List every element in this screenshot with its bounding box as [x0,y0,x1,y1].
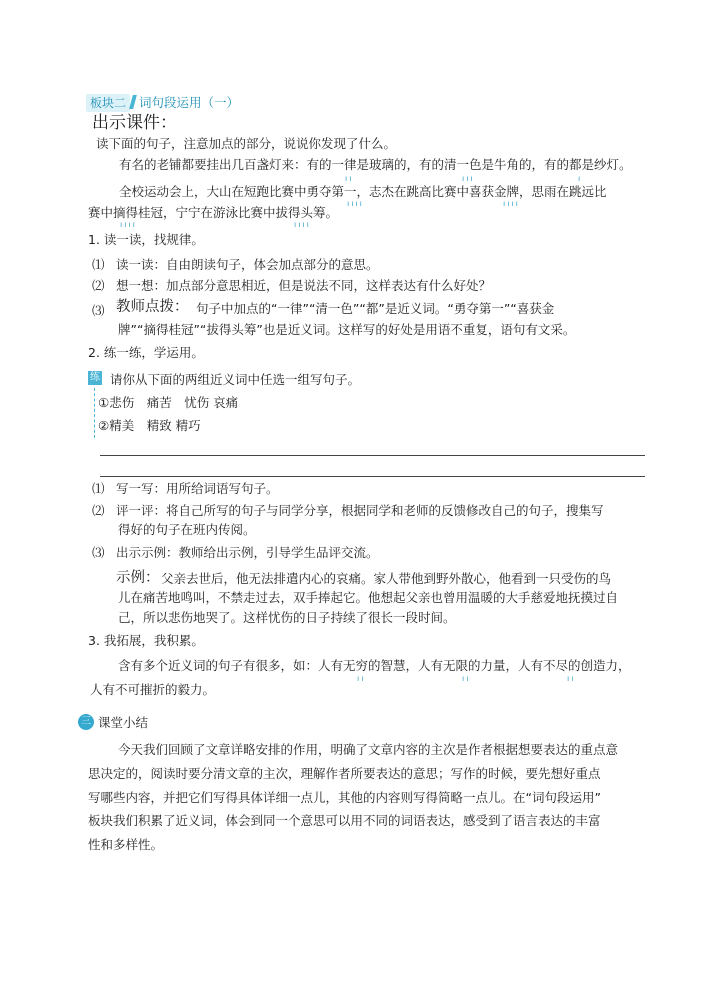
emphasis-dots: ıııı [503,199,520,208]
emphasis-dots: ıı [462,674,471,683]
section-header [86,92,239,110]
step2-item1: 写一写：用所给词语写句子。 [116,481,279,496]
step2-item2b: 得好的句子在班内传阅。 [118,522,256,537]
example-text-c: 己，所以悲伤地哭了。这样忧伤的日子持续了很长一段时间。 [118,610,456,625]
step2-item2a: 评一评：将自己所写的句子与同学分享，根据同学和老师的反馈修改自己的句子，搜集写 [116,503,604,518]
teacher-tip-label: 教师点拨： [116,299,189,315]
step1-item1-num: ⑴ [92,257,105,272]
step1-item3a: 句子中加点的“一律”“清一色”“都”是近义词。“勇夺第一”“喜获金 [196,301,555,316]
emphasis-dots: ıııı [120,220,137,229]
summary-line-5: 性和多样性。 [88,837,164,852]
step3-line-b: 人有不可摧折的毅力。 [90,682,216,697]
summary-line-3: 写哪些内容，并把它们写得具体详细一点儿，其他的内容则写得简略一点儿。在“词句段运用” [88,790,601,805]
example-sentence-2b: 赛中摘得桂冠，宁宁在游泳比赛中拔得头筹。 [88,205,339,220]
summary-title: 课堂小结 [98,715,149,730]
step1-item2-num: ⑵ [92,278,105,293]
step3-title: 3. 我拓展，我积累。 [88,633,204,648]
writing-line-2[interactable] [100,476,645,477]
writing-line-1[interactable] [100,455,645,456]
example-label: 示例： [116,570,160,586]
example-text-b: 儿在痛苦地鸣叫，不禁走过去，双手捧起它。他想起父亲也曾用温暖的大手慈爱地抚摸过自 [118,590,619,605]
step1-item3-num: ⑶ [92,303,105,318]
step2-title: 2. 练一练，学运用。 [88,345,204,360]
emphasis-dots: ıı [345,174,354,183]
practice-prompt: 请你从下面的两组近义词中任选一组写句子。 [110,372,361,387]
step3-line-a: 含有多个近义词的句子有很多，如：人有无穷的智慧，人有无限的力量，人有不尽的创造力， [118,658,631,673]
synonym-group-1: ①悲伤 痛苦 忧伤 哀痛 [98,395,239,410]
section-title: 词句段运用（一） [139,95,240,110]
example-text-a: 父亲去世后，他无法排遣内心的哀痛。家人带他到野外散心，他看到一只受伤的鸟 [161,571,612,586]
emphasis-dots: ıı [567,674,576,683]
practice-dashed-guide [94,388,95,438]
summary-line-2: 思决定的，阅读时要分清文章的主次，理解作者所要表达的意思；写作的时候，要先想好重点 [88,766,601,781]
step2-item3-num: ⑶ [92,545,105,560]
step2-item1-num: ⑴ [92,481,105,496]
summary-line-1: 今天我们回顾了文章详略安排的作用，明确了文章内容的主次是作者根据想要表达的重点意 [118,742,619,757]
summary-number-icon: 三 [78,714,94,730]
summary-line-4: 板块我们积累了近义词，体会到同一个意思可以用不同的词语表达，感受到了语言表达的丰富 [88,813,601,828]
intro-text: 读下面的句子，注意加点的部分，说说你发现了什么。 [96,136,397,151]
step2-item3: 出示示例：教师给出示例，引导学生品评交流。 [116,545,379,560]
step1-title: 1. 读一读，找规律。 [88,232,204,247]
example-sentence-1: 有名的老铺都要挂出几百盏灯来：有的一律是玻璃的，有的清一色是牛角的，有的都是纱灯。 [119,157,632,172]
step2-item2-num: ⑵ [92,503,105,518]
emphasis-dots: ıı [357,674,366,683]
example-sentence-2a: 全校运动会上，大山在短跑比赛中勇夺第一，志杰在跳高比赛中喜获金牌，思雨在跳远比 [119,184,607,199]
emphasis-dots: ı [578,174,583,183]
block-tag: 板块二 [86,94,130,112]
slide-label: 出示课件： [92,113,177,133]
step1-item1: 读一读：自由朗读句子，体会加点部分的意思。 [116,257,379,272]
practice-icon: 练 [90,372,100,383]
synonym-group-2: ②精美 精致 精巧 [98,418,201,433]
step1-item2: 想一想：加点部分意思相近，但是说法不同，这样表达有什么好处？ [116,278,492,293]
emphasis-dots: ıııı [347,199,364,208]
step1-item3b: 牌”“摘得桂冠”“拔得头筹”也是近义词。这样写的好处是用语不重复，语句有文采。 [118,322,576,337]
emphasis-dots: ııı [462,174,475,183]
tag-separator [129,95,137,109]
emphasis-dots: ıııı [294,220,311,229]
